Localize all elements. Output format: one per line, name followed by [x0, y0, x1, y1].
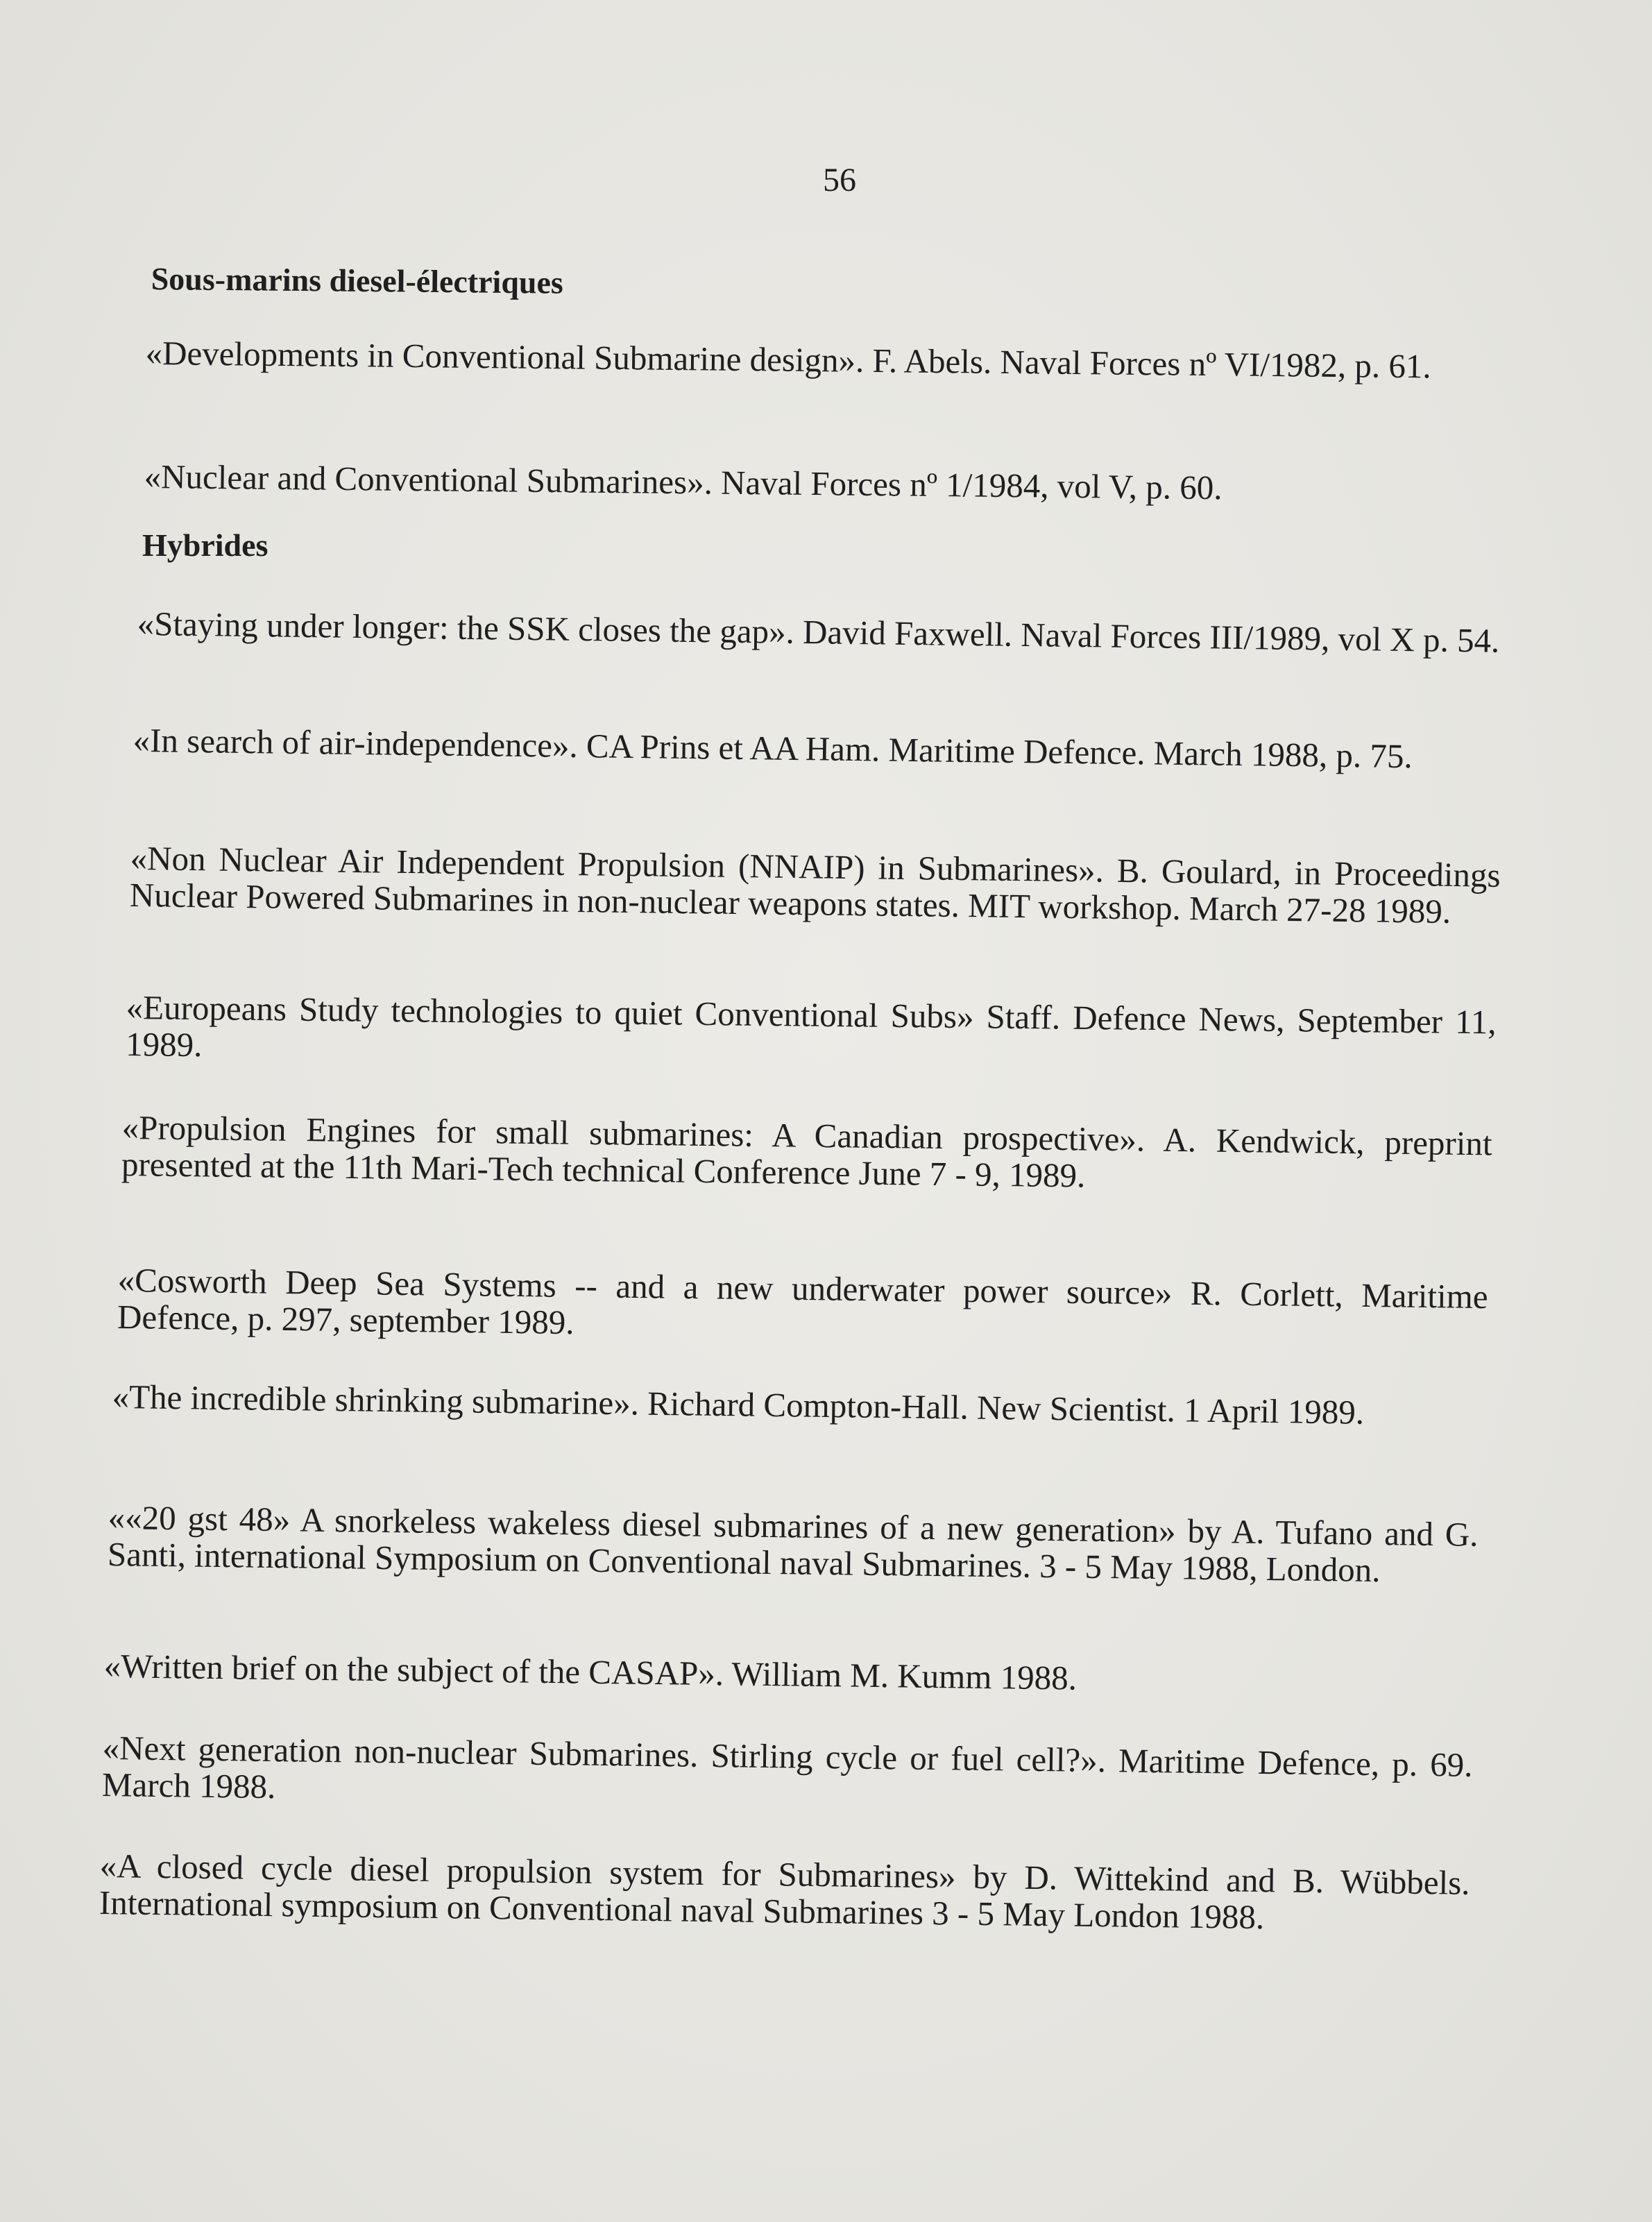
entry-text: «Propulsion Engines for small submarines: A Canadian prospective». A. Kendwick, preprint presented at the 11th Mari-Tech technical Conference June 7 - 9, 1989. — [121, 1108, 1492, 1195]
bibliography-entry — [108, 1499, 1479, 1590]
entry-text: «Europeans Study technologies to quiet Conventional Subs» Staff. Defence News, September 11, 1989. — [125, 988, 1497, 1065]
section-heading-diesel-electric: Sous-marins diesel-électriques — [151, 260, 564, 300]
entry-text: «Written brief on the subject of the CASAP». William M. Kumm 1988. — [103, 1647, 1078, 1697]
entry-text: «Cosworth Deep Sea Systems -- and a new underwater power source» R. Corlett, Maritime Defence, p. 297, september 1989. — [117, 1261, 1488, 1342]
bibliography-entry — [121, 1109, 1492, 1198]
bibliography-entry — [102, 1729, 1473, 1820]
page-bottom-margin — [0, 2047, 1652, 2222]
bibliography-entry — [126, 989, 1497, 1077]
entry-text: «Nuclear and Conventional Submarines». Naval Forces nº 1/1984, vol V, p. 60. — [144, 457, 1223, 507]
bibliography-entry — [112, 1378, 1483, 1432]
entry-text: «The incredible shrinking submarine». Richard Compton-Hall. New Scientist. 1 April 1989. — [112, 1377, 1365, 1432]
bibliography-entry — [99, 1847, 1470, 1938]
bibliography-entry — [145, 334, 1519, 386]
entry-text: «Non Nuclear Air Independent Propulsion (NNAIP) in Submarines». B. Goulard, in Proceedings Nuclear Powered Submarines in non-nuclear weapons states. MIT workshop. March 27-28 1989. — [129, 839, 1501, 931]
bibliography-entry — [133, 722, 1504, 776]
bibliography-entry — [130, 840, 1501, 931]
bibliography-entry — [137, 605, 1508, 659]
section-heading-hybrides: Hybrides — [142, 527, 269, 563]
entry-text: «Staying under longer: the SSK closes the gap». David Faxwell. Naval Forces III/1989, vol X p. 54. — [137, 604, 1500, 660]
entry-text: ««20 gst 48» A snorkeless wakeless diesel submarines of a new generation» by A. Tufano and G. Santi, international Symposium on Conventional naval Submarines. 3 - 5 May 1988, London. — [107, 1498, 1479, 1590]
bibliography-entry — [144, 458, 1517, 509]
entry-text: «Developments in Conventional Submarine design». F. Abels. Naval Forces nº VI/1982, p. 61. — [145, 334, 1432, 386]
entry-text: «In search of air-independence». CA Prins et AA Ham. Maritime Defence. March 1988, p. 75. — [133, 721, 1413, 776]
entry-text: «Next generation non-nuclear Submarines. Stirling cycle or fuel cell?». Maritime Defence, p. 69. March 1988. — [101, 1729, 1473, 1806]
bibliography-entry — [117, 1262, 1488, 1352]
bibliography-entry — [103, 1647, 1474, 1702]
page-number: 56 — [823, 162, 856, 198]
entry-text: «A closed cycle diesel propulsion system for Submarines» by D. Wittekind and B. Wübbels. International symposium on Conventional naval Submarines 3 - 5 May London 1988. — [99, 1847, 1470, 1937]
